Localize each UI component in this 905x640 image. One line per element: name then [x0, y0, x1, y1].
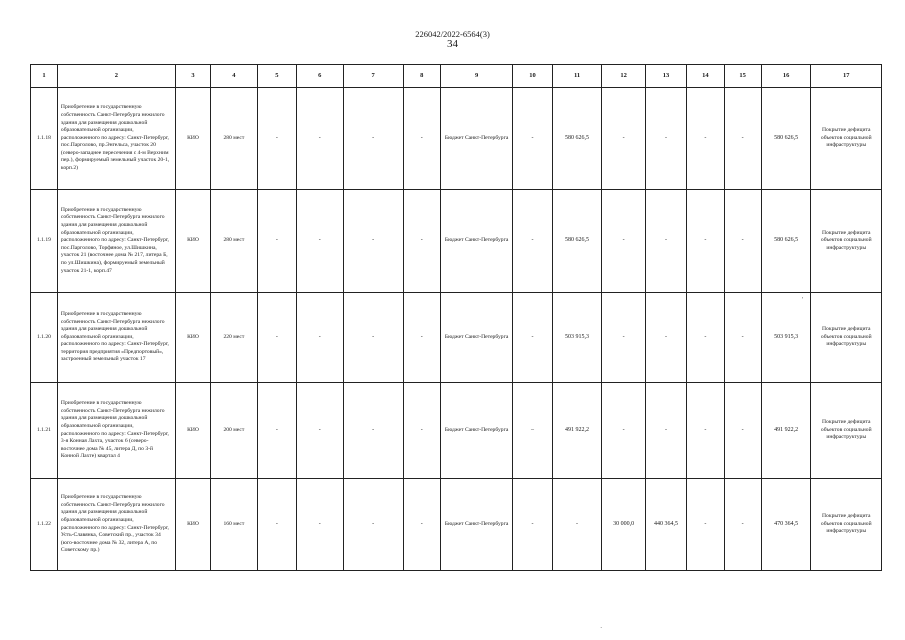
row-capacity: 200 мест: [211, 383, 258, 479]
row-funding-source: Бюджет Санкт-Петербурга: [440, 479, 512, 571]
row-cell: -: [724, 383, 761, 479]
column-header: 5: [257, 65, 296, 88]
row-description: Приобретение в государственную собственность Санкт-Петербурга нежилого здания для размещения дошкольной образовательной организации, расположенного по адресу: Санкт-Петербург, Усть-Славянка, Советский пр., участок 34 (юго-восточнее дома № 32, литера А, по Советскому пр.): [57, 479, 175, 571]
column-header: 15: [724, 65, 761, 88]
row-cell: -: [403, 190, 440, 293]
row-funding-source: Бюджет Санкт-Петербурга: [440, 293, 512, 383]
row-funding-source: Бюджет Санкт-Петербурга: [440, 190, 512, 293]
row-id: 1.1.20: [31, 293, 58, 383]
row-cell: 580 626,5: [552, 190, 602, 293]
row-cell: -: [513, 190, 552, 293]
row-cell: -: [687, 479, 724, 571]
document-header: [0, 30, 905, 49]
row-capacity: 280 мест: [211, 190, 258, 293]
row-cell: -: [343, 479, 403, 571]
row-cell: -: [297, 479, 344, 571]
row-cell: -: [343, 293, 403, 383]
row-purpose: Покрытие дефицита объектов социальной инфраструктуры: [811, 479, 882, 571]
row-cell: -: [602, 383, 645, 479]
row-capacity: 280 мест: [211, 88, 258, 190]
row-cell: -: [257, 383, 296, 479]
row-id: 1.1.19: [31, 190, 58, 293]
table-row: [31, 383, 882, 479]
row-cell: -: [297, 88, 344, 190]
row-id: 1.1.18: [31, 88, 58, 190]
row-agency: КИО: [175, 190, 210, 293]
row-cell: -: [724, 88, 761, 190]
row-cell: -: [513, 88, 552, 190]
row-total: 580 626,5: [761, 190, 811, 293]
row-cell: 491 922,2: [552, 383, 602, 479]
row-description: Приобретение в государственную собственность Санкт-Петербурга нежилого здания для размещения дошкольной образовательной организации, расположенного по адресу: Санкт-Петербург, территория предприятия «Предпортовый», застроенный земельный участок 17: [57, 293, 175, 383]
page-number: 34: [447, 38, 458, 50]
row-cell: -: [297, 293, 344, 383]
row-cell: -: [297, 190, 344, 293]
row-description: Приобретение в государственную собственность Санкт-Петербурга нежилого здания для размещения дошкольной образовательной организации, расположенного по адресу: Санкт-Петербург, пос.Парголово, Торфяное, ул.Шишкина, участок 21 (восточнее дома № 217, литера Б, по ул.Шишкина), формируемый земельный участок 21-1, корп.47: [57, 190, 175, 293]
row-cell: -: [403, 88, 440, 190]
row-cell: -: [645, 383, 686, 479]
row-cell: 440 364,5: [645, 479, 686, 571]
row-cell: -: [645, 190, 686, 293]
table-row: [31, 293, 882, 383]
row-cell: -: [403, 293, 440, 383]
row-agency: КИО: [175, 479, 210, 571]
row-cell: -: [257, 293, 296, 383]
row-total: 470 364,5: [761, 479, 811, 571]
row-purpose: Покрытие дефицита объектов социальной инфраструктуры: [811, 190, 882, 293]
row-total: 491 922,2: [761, 383, 811, 479]
column-header: 13: [645, 65, 686, 88]
column-header: 12: [602, 65, 645, 88]
row-total: 580 626,5: [761, 88, 811, 190]
row-agency: КИО: [175, 383, 210, 479]
table-row: [31, 190, 882, 293]
row-cell: -: [513, 293, 552, 383]
row-description: Приобретение в государственную собственность Санкт-Петербурга нежилого здания для размещения дошкольной образовательной организации, расположенного по адресу: Санкт-Петербург, 3-я Конная Лахта, участок 6 (северо-восточнее дома № 45, литера Д, по 3-й Конной Лахте) квартал 4: [57, 383, 175, 479]
row-cell: -: [602, 88, 645, 190]
row-cell: -: [602, 293, 645, 383]
row-cell: -: [724, 190, 761, 293]
row-cell: -: [343, 190, 403, 293]
row-total: 503 915,3: [761, 293, 811, 383]
row-cell: -: [724, 293, 761, 383]
column-header: 7: [343, 65, 403, 88]
column-header: 4: [211, 65, 258, 88]
row-cell: -: [687, 293, 724, 383]
column-header: 9: [440, 65, 512, 88]
row-agency: КИО: [175, 88, 210, 190]
row-cell: -: [687, 88, 724, 190]
row-cell: –: [513, 383, 552, 479]
row-cell: -: [552, 479, 602, 571]
row-cell: -: [343, 383, 403, 479]
table-row: [31, 479, 882, 571]
document-number: 226042/2022-6564(3): [415, 29, 490, 39]
row-description: Приобретение в государственную собственность Санкт-Петербурга нежилого здания для размещения дошкольной образовательной организации, расположенного по адресу: Санкт-Петербург, пос.Парголово, пр.Энгельса, участок 20 (северо-западнее пересечения с 4-м Верхним пер.), формируемый земельный участок 20-1, корп.2): [57, 88, 175, 190]
row-cell: -: [257, 190, 296, 293]
row-capacity: 220 мест: [211, 293, 258, 383]
column-header: 14: [687, 65, 724, 88]
row-agency: КИО: [175, 293, 210, 383]
program-table: [30, 64, 882, 571]
row-purpose: Покрытие дефицита объектов социальной инфраструктуры: [811, 293, 882, 383]
column-number-row: [31, 65, 882, 88]
row-cell: -: [297, 383, 344, 479]
column-header: 10: [513, 65, 552, 88]
row-cell: 580 626,5: [552, 88, 602, 190]
row-cell: -: [257, 479, 296, 571]
row-cell: -: [343, 88, 403, 190]
column-header: 8: [403, 65, 440, 88]
row-cell: -: [257, 88, 296, 190]
row-purpose: Покрытие дефицита объектов социальной инфраструктуры: [811, 383, 882, 479]
row-purpose: Покрытие дефицита объектов социальной инфраструктуры: [811, 88, 882, 190]
table-row: [31, 88, 882, 190]
scan-artifact-tick: ': [802, 296, 804, 304]
row-id: 1.1.21: [31, 383, 58, 479]
column-header: 1: [31, 65, 58, 88]
row-cell: 30 000,0: [602, 479, 645, 571]
row-capacity: 160 мест: [211, 479, 258, 571]
column-header: 6: [297, 65, 344, 88]
row-cell: -: [513, 479, 552, 571]
row-cell: -: [403, 479, 440, 571]
column-header: 3: [175, 65, 210, 88]
row-funding-source: Бюджет Санкт-Петербурга: [440, 88, 512, 190]
row-cell: -: [687, 383, 724, 479]
row-cell: 503 915,3: [552, 293, 602, 383]
scan-artifact-dot: ·: [600, 624, 603, 632]
row-cell: -: [645, 293, 686, 383]
row-cell: -: [724, 479, 761, 571]
column-header: 2: [57, 65, 175, 88]
row-id: 1.1.22: [31, 479, 58, 571]
row-cell: -: [687, 190, 724, 293]
row-funding-source: Бюджет Санкт-Петербурга: [440, 383, 512, 479]
row-cell: -: [602, 190, 645, 293]
row-cell: -: [645, 88, 686, 190]
row-cell: -: [403, 383, 440, 479]
column-header: 16: [761, 65, 811, 88]
column-header: 17: [811, 65, 882, 88]
column-header: 11: [552, 65, 602, 88]
